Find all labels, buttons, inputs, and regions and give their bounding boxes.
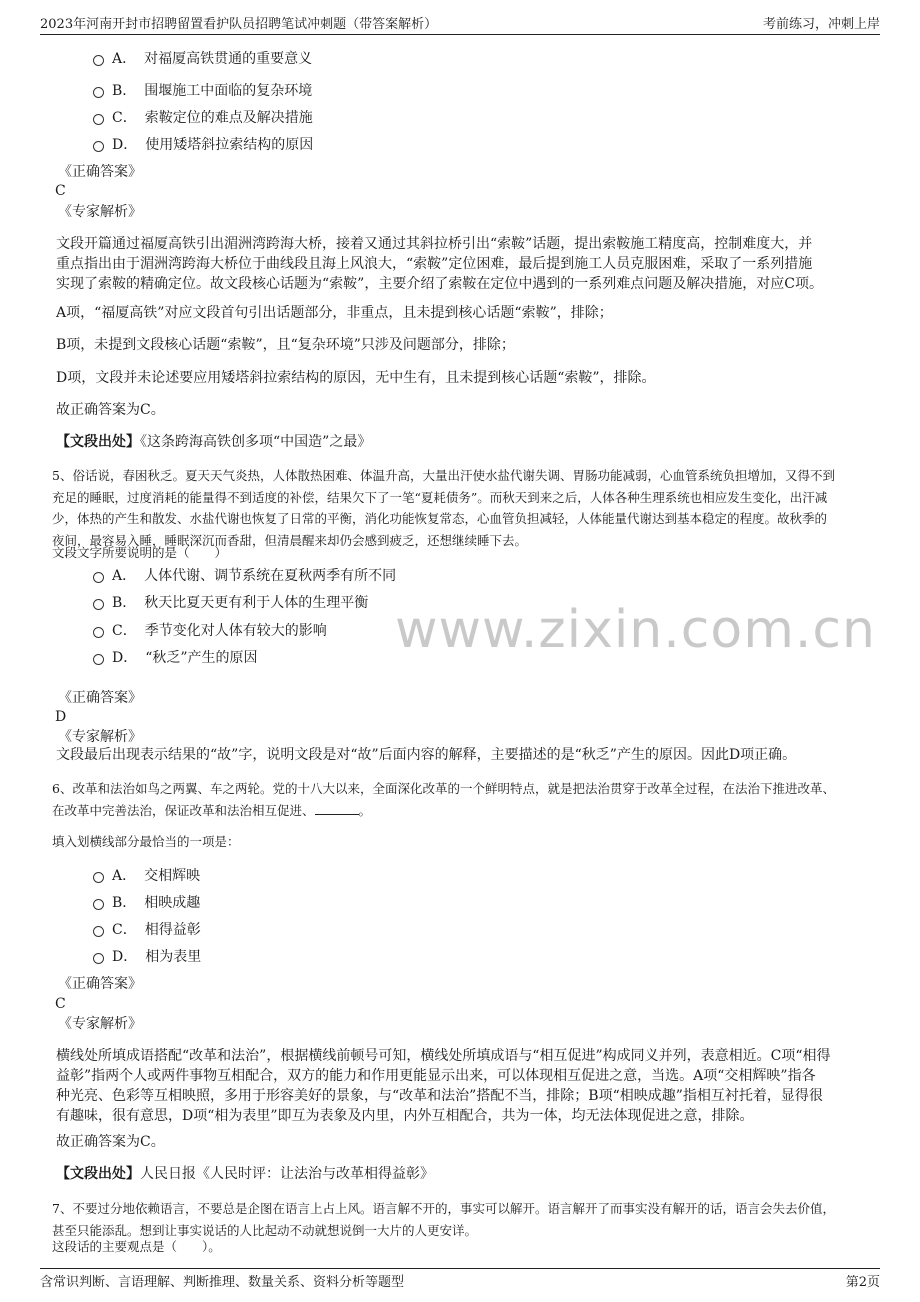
q6-option-c[interactable]: C． 相得益彰 (93, 919, 201, 939)
q6-option-b[interactable]: B． 相映成趣 (93, 892, 200, 912)
q5-option-c[interactable]: C． 季节变化对人体有较大的影响 (93, 620, 327, 640)
q5-option-b[interactable]: B． 秋天比夏天更有利于人体的生理平衡 (93, 592, 368, 612)
q6-option-d[interactable]: D． 相为表里 (93, 946, 201, 966)
q5-analysis-label: 《专家解析》 (58, 729, 142, 745)
radio-icon[interactable] (93, 627, 104, 638)
radio-icon[interactable] (93, 654, 104, 665)
q4-note-b: B项，未提到文段核心话题“索鞍”，且“复杂环境”只涉及问题部分，排除； (56, 337, 515, 353)
q6-conclusion: 故正确答案为C。 (56, 1134, 165, 1150)
q5-answer-label: 《正确答案》 (58, 690, 142, 706)
document-title: 2023年河南开封市招聘留置看护队员招聘笔试冲刺题（带答案解析） (40, 17, 438, 32)
q7-stem: 7、不要过分地依赖语言，不要总是企图在语言上占上风。语言解不开的，事实可以解开。语言解开了而事实没有解开的话，语言会失去价值， 甚至只能添乱。想到让事实说话的人比起动不动就想说倒一大片的人更安详。 (52, 1201, 835, 1238)
radio-icon[interactable] (93, 87, 104, 98)
answer-blank (315, 800, 359, 815)
q6-question: 填入划横线部分最恰当的一项是： (52, 834, 240, 849)
radio-icon[interactable] (93, 141, 104, 152)
q4-conclusion: 故正确答案为C。 (56, 402, 165, 418)
radio-icon[interactable] (93, 899, 104, 910)
q5-option-d[interactable]: D． “秋乏”产生的原因 (93, 647, 258, 667)
header-slogan: 考前练习，冲刺上岸 (762, 17, 880, 32)
q4-note-d: D项，文段并未论述要应用矮塔斜拉索结构的原因，无中生有，且未提到核心话题“索鞍”，排除。 (56, 370, 656, 386)
q6-analysis: 横线处所填成语搭配“改革和法治”，根据横线前顿号可知，横线处所填成语与“相互促进”构成同义并列，表意相近。C项“相得 益彰”指两个人或两件事物互相配合，双方的能力和作用更能显示出来，可以体现相互促进之意，当选。A项“交相辉映”指各 种光亮、色彩等互相映照，多用于形容美好的景象，与“改革和法治”搭配不当，排除；B项“相映成趣”指相互衬托着，显得很 有趣味，很有意思，D项“相为表里”即互为表象及内里，内外互相配合，共为一体，均无法体现促进之意，排除。 (56, 1048, 831, 1124)
q6-answer: C (55, 996, 66, 1012)
q6-option-a[interactable]: A． 交相辉映 (93, 865, 200, 885)
q5-question: 文段文字所要说明的是（ ） (52, 545, 228, 560)
q4-answer: C (55, 183, 66, 199)
q5-answer: D (55, 709, 67, 725)
radio-icon[interactable] (93, 926, 104, 937)
q5-analysis: 文段最后出现表示结果的“故”字，说明文段是对“故”后面内容的解释，主要描述的是“秋乏”产生的原因。因此D项正确。 (56, 747, 797, 763)
q4-option-a[interactable]: A． 对福厦高铁贯通的重要意义 (93, 48, 312, 68)
q6-answer-label: 《正确答案》 (58, 976, 142, 992)
radio-icon[interactable] (93, 572, 104, 583)
q4-option-c[interactable]: C． 索鞍定位的难点及解决措施 (93, 107, 313, 127)
footer-note: 含常识判断、言语理解、判断推理、数量关系、资料分析等题型 (40, 1274, 405, 1290)
q4-option-b[interactable]: B． 围堰施工中面临的复杂环境 (93, 80, 312, 100)
q7-question: 这段话的主要观点是（ ）。 (52, 1239, 221, 1254)
watermark: www.zixin.com.cn (395, 600, 876, 660)
radio-icon[interactable] (93, 599, 104, 610)
q4-analysis: 文段开篇通过福厦高铁引出湄洲湾跨海大桥，接着又通过其斜拉桥引出“索鞍”话题，提出索鞍施工精度高，控制难度大，并 重点指出由于湄洲湾跨海大桥位于曲线段且海上风浪大，“索鞍”定位困难，最后提到施工人员克服困难，采取了一系列措施 实现了索鞍的精确定位。故文段核心话题为“索鞍”，主要介绍了索鞍在定位中遇到的一系列难点问题及解决措施，对应C项。 (56, 236, 824, 292)
radio-icon[interactable] (93, 55, 104, 66)
page-footer (40, 1268, 880, 1291)
q4-source: 【文段出处】《这条跨海高铁创多项“中国造”之最》 (56, 434, 372, 450)
radio-icon[interactable] (93, 953, 104, 964)
q6-source: 【文段出处】人民日报《人民时评：让法治与改革相得益彰》 (56, 1166, 434, 1182)
page-number: 第2页 (845, 1274, 880, 1290)
q4-note-a: A项，“福厦高铁”对应文段首句引出话题部分，非重点，且未提到核心话题“索鞍”，排除； (56, 305, 613, 321)
radio-icon[interactable] (93, 114, 104, 125)
page-header (40, 10, 880, 35)
q6-stem: 6、改革和法治如鸟之两翼、车之两轮。党的十八大以来，全面深化改革的一个鲜明特点，就是把法治贯穿于改革全过程，在法治下推进改革、 在改革中完善法治，保证改革和法治相互促进、 。 (52, 781, 835, 818)
q4-analysis-label: 《专家解析》 (58, 204, 142, 220)
q6-analysis-label: 《专家解析》 (58, 1016, 142, 1032)
q5-option-a[interactable]: A． 人体代谢、调节系统在夏秋两季有所不同 (93, 565, 396, 585)
q5-stem: 5、俗话说，春困秋乏。夏天天气炎热，人体散热困难、体温升高，大量出汗使水盐代谢失调、胃肠功能减弱，心血管系统负担增加，又得不到 充足的睡眠，过度消耗的能量得不到适度的补偿，结果欠下了一笔“夏耗债务”。而秋天到来之后，人体各种生理系统也相应发生变化，出汗减 少，体热的产生和散发、水盐代谢也恢复了日常的平衡，消化功能恢复常态，心血管负担减轻，人体能量代谢达到基本稳定的程度。故秋季的 夜间，最容易入睡，睡眠深沉而香甜，但清晨醒来却仍会感到疲乏，还想继续睡下去。 (52, 468, 835, 548)
radio-icon[interactable] (93, 872, 104, 883)
q4-answer-label: 《正确答案》 (58, 164, 142, 180)
q4-option-d[interactable]: D． 使用矮塔斜拉索结构的原因 (93, 134, 313, 154)
